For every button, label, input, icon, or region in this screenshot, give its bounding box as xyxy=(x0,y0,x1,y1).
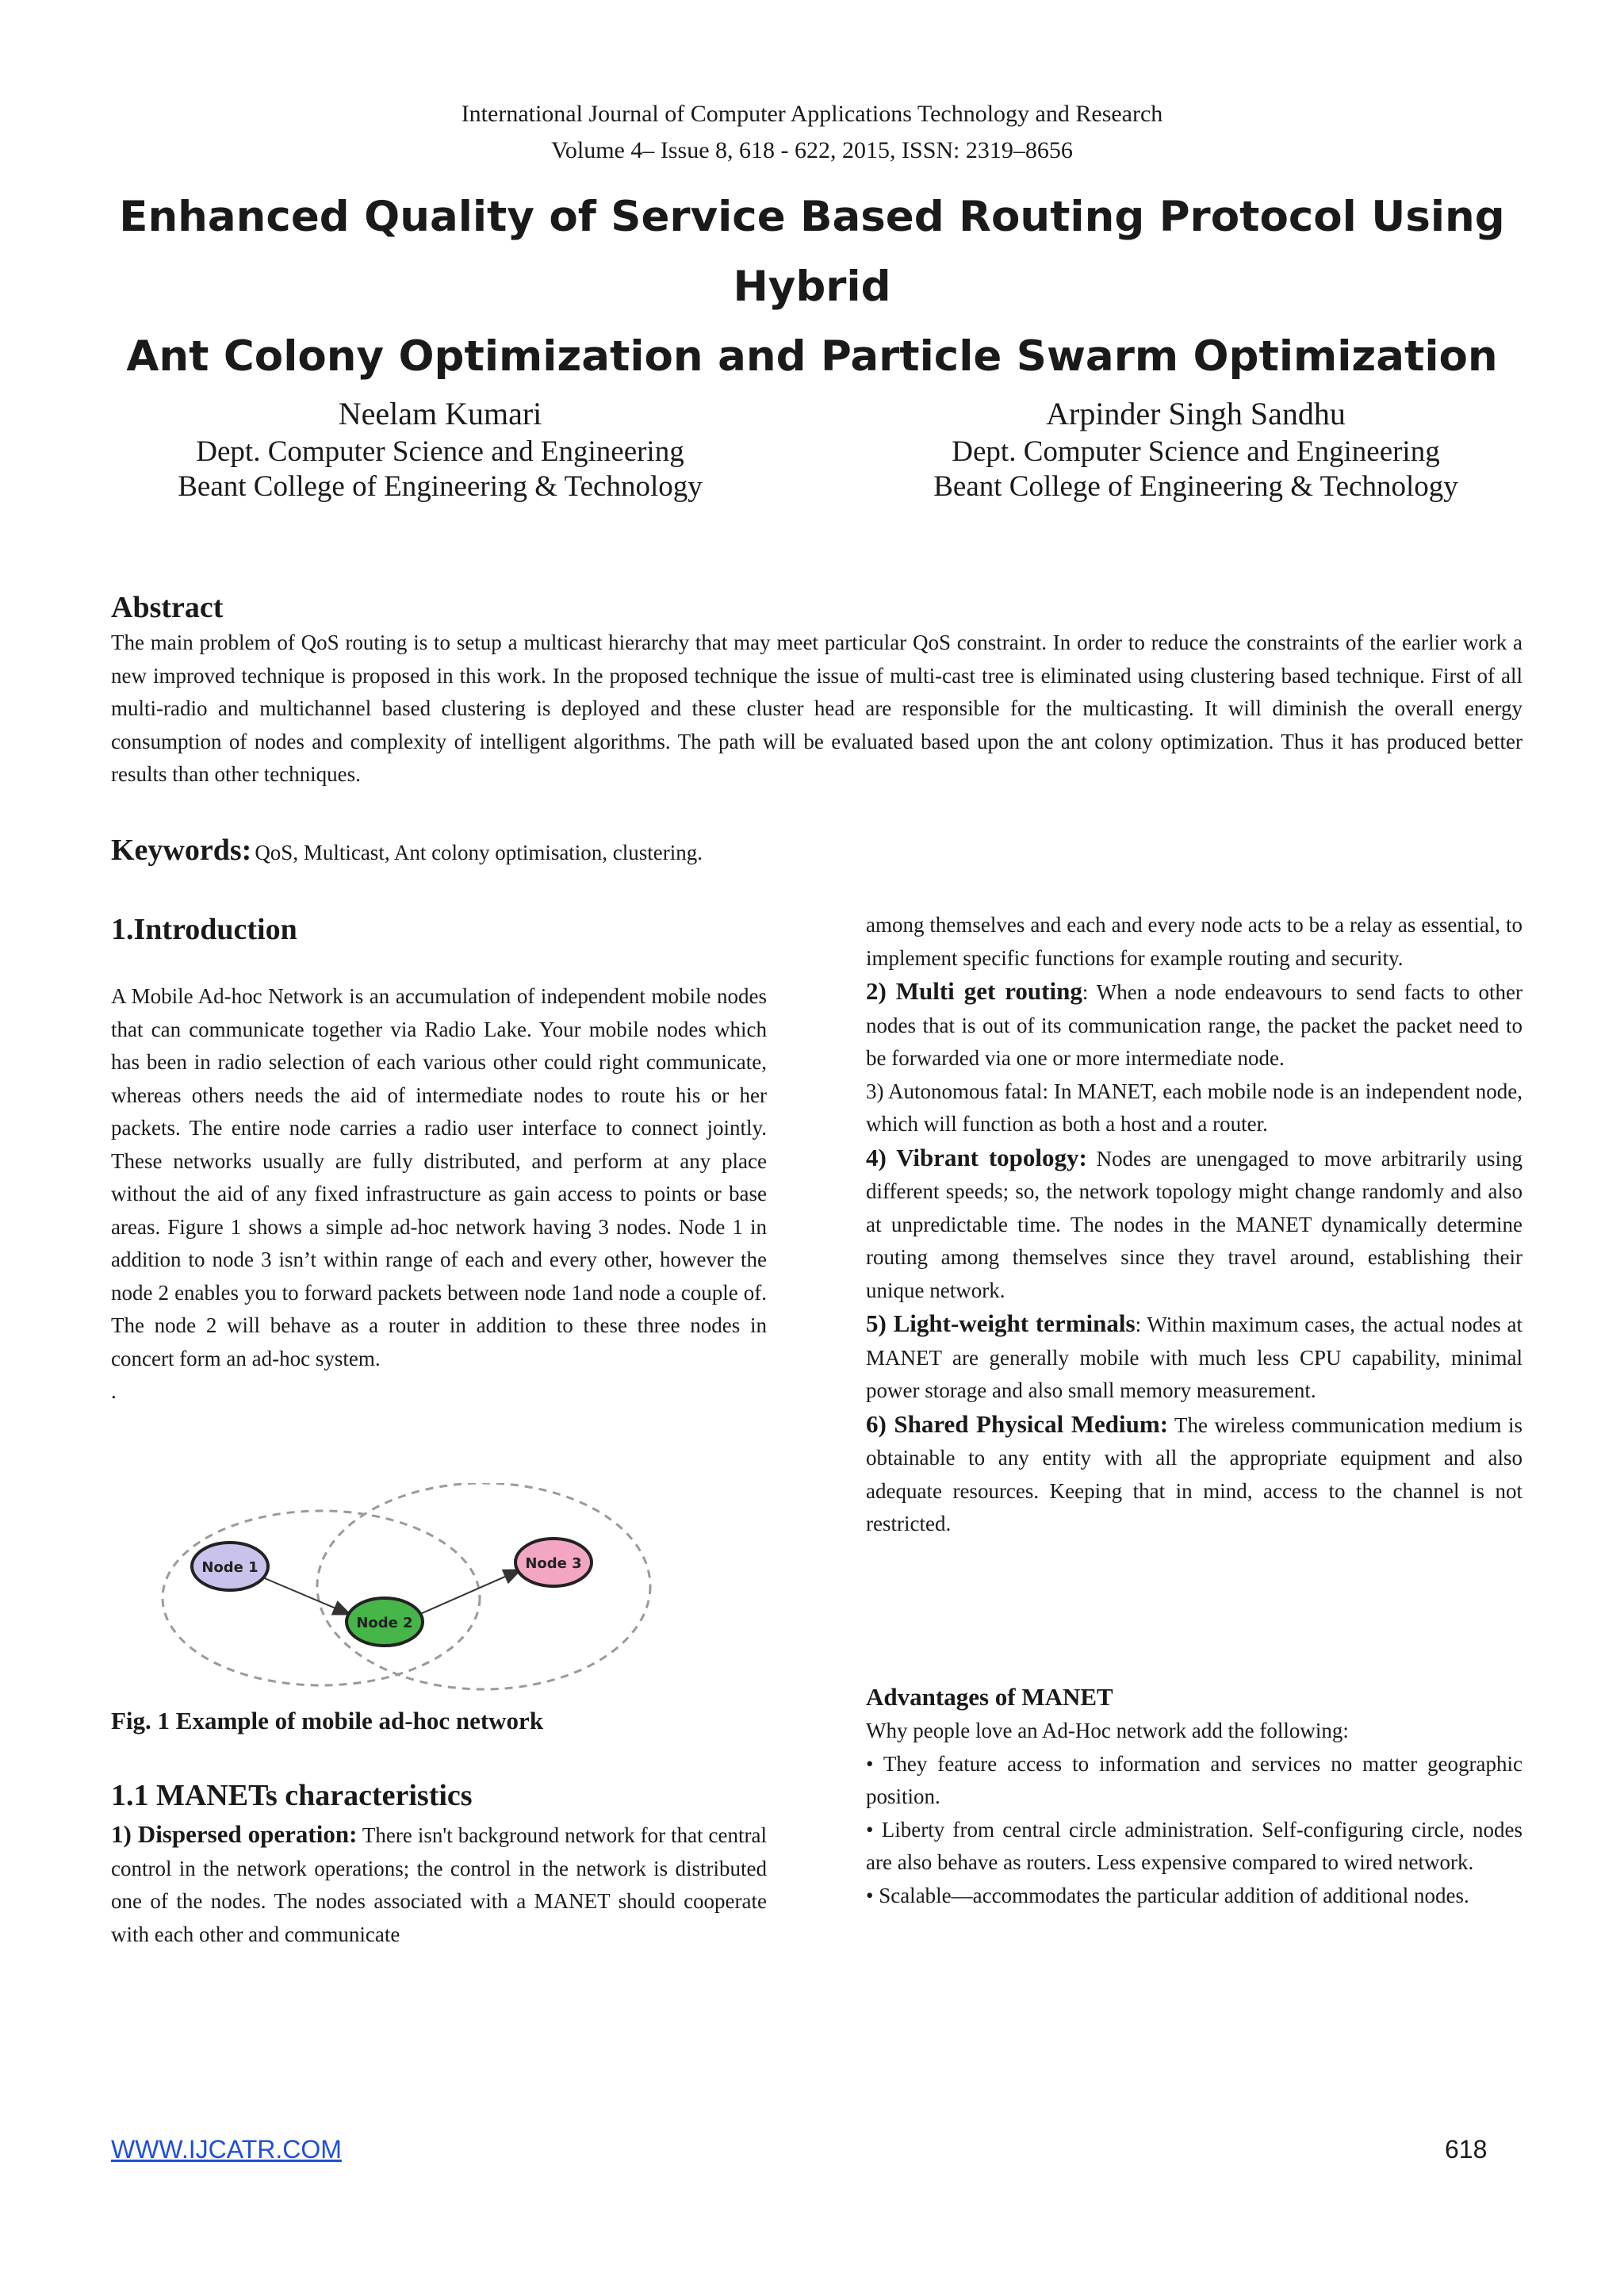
author-dept: Dept. Computer Science and Engineering xyxy=(952,435,1440,468)
introduction-heading: 1.Introduction xyxy=(111,913,297,946)
author-college: Beant College of Engineering & Technology xyxy=(933,470,1458,503)
characteristic-2 xyxy=(866,975,1522,1075)
abstract-text: The main problem of QoS routing is to setup a multicast hierarchy that may meet particular QoS constraint. In order to reduce the constraints of the earlier work a new improved technique is proposed in this work. In the proposed technique the issue of multi-cast tree is eliminated using clustering based technique. First of all multi-radio and multichannel based clustering is deployed and these cluster head are responsible for the multicasting. It will diminish the overall energy consumption of nodes and complexity of intelligent algorithms. The path will be evaluated based upon the ant colony optimization. Thus it has produced better results than other techniques. xyxy=(111,631,1522,786)
characteristic-5-lead: 5) Light-weight terminals xyxy=(866,1309,1136,1337)
node-3 xyxy=(515,1539,592,1586)
advantage-item: • They feature access to information and services no matter geographic position. xyxy=(866,1751,1522,1808)
characteristic-5-text: : Within maximum cases, the actual nodes at MANET are generally mobile with much less CPU capability, minimal power storage and also small memory measurement. xyxy=(866,1313,1522,1402)
characteristic-2-lead: 2) Multi get routing xyxy=(866,977,1082,1005)
characteristic-2-text: : When a node endeavours to send facts to other nodes that is out of its communication range, the packet the packet need to be forwarded via one or more intermediate node. xyxy=(866,980,1522,1070)
author-block-2 xyxy=(894,397,1497,504)
advantage-item: • Scalable—accommodates the particular addition of additional nodes. xyxy=(866,1883,1469,1907)
node-2-label: Node 2 xyxy=(356,1615,413,1631)
paper-title-line1: Enhanced Quality of Service Based Routing Protocol Using Hybrid xyxy=(119,193,1505,311)
node-1-label: Node 1 xyxy=(201,1559,259,1576)
advantages-intro: Why people love an Ad-Hoc network add the following: xyxy=(866,1719,1349,1742)
advantages-heading: Advantages of MANET xyxy=(866,1683,1113,1711)
abstract-section xyxy=(111,588,1522,792)
advantage-item: • Liberty from central circle administration. Self-configuring circle, nodes are also behave as routers. Less expensive compared to wired network. xyxy=(866,1817,1522,1874)
introduction-text: A Mobile Ad-hoc Network is an accumulation of independent mobile nodes that can communicate together via Radio Lake. Your mobile nodes which has been in radio selection of each various other could right communicate, whereas others needs the aid of intermediate nodes to route his or her packets. The entire node carries a radio user interface to connect jointly. These networks usually are fully distributed, and perform at any place without the aid of any fixed infrastructure as gain access to points or base areas. Figure 1 shows a simple ad-hoc network having 3 nodes. Node 1 in addition to node 3 isn’t within range of each and every other, however the node 2 enables you to forward packets between node 1and node a couple of. The node 2 will behave as a router in addition to these three nodes in concert form an ad-hoc system. xyxy=(111,984,767,1370)
adhoc-network-diagram xyxy=(151,1483,690,1697)
characteristic-1-text: There isn't background network for that central control in the network operations; the control in the network is distributed one of the nodes. The nodes associated with a MANET should cooperate with each other and communicate xyxy=(111,1823,767,1946)
author-name: Neelam Kumari xyxy=(338,396,542,431)
keywords-text: QoS, Multicast, Ant colony optimisation, clustering. xyxy=(255,841,703,864)
keywords-section xyxy=(111,833,1522,868)
journal-website-link[interactable]: WWW.IJCATR.COM xyxy=(111,2135,342,2164)
journal-volume-issue: Volume 4– Issue 8, 618 - 622, 2015, ISSN: 2319–8656 xyxy=(551,137,1073,163)
author-dept: Dept. Computer Science and Engineering xyxy=(196,435,684,468)
keywords-label: Keywords: xyxy=(111,834,252,867)
stray-dot: . xyxy=(111,1379,117,1403)
node-1 xyxy=(192,1543,268,1590)
journal-name: International Journal of Computer Applications Technology and Research xyxy=(461,101,1163,127)
author-block-1 xyxy=(139,397,741,504)
characteristics-section xyxy=(111,1777,767,1951)
author-name: Arpinder Singh Sandhu xyxy=(1046,396,1346,431)
characteristics-heading: 1.1 MANETs characteristics xyxy=(111,1779,473,1812)
characteristic-1-continued: among themselves and each and every node acts to be a relay as essential, to implement specific functions for example routing and security. xyxy=(866,913,1522,970)
introduction-section xyxy=(111,910,767,1409)
characteristic-4-text: Nodes are unengaged to move arbitrarily using different speeds; so, the network topology might change randomly and also at unpredictable time. The nodes in the MANET dynamically determine routing among themselves since they travel around, establishing their unique network. xyxy=(866,1146,1522,1302)
characteristic-5 xyxy=(866,1307,1522,1408)
page-number: 618 xyxy=(1445,2135,1488,2164)
characteristic-4 xyxy=(866,1141,1522,1308)
characteristic-4-lead: 4) Vibrant topology: xyxy=(866,1143,1087,1171)
figure-1 xyxy=(151,1483,690,1697)
characteristic-1 xyxy=(111,1818,767,1951)
node-2 xyxy=(347,1598,423,1646)
characteristic-1-lead: 1) Dispersed operation: xyxy=(111,1820,358,1848)
paper-title-line2: Ant Colony Optimization and Particle Swarm Optimization xyxy=(126,332,1498,381)
link-node2-node3 xyxy=(420,1570,519,1614)
right-column xyxy=(866,909,1522,1541)
figure-1-caption: Fig. 1 Example of mobile ad-hoc network xyxy=(111,1707,544,1734)
characteristic-6-text: The wireless communication medium is obtainable to any entity with all the appropriate equipment and also adequate resources. Keeping that in mind, access to the channel is not restricted. xyxy=(866,1412,1522,1535)
paper-title xyxy=(79,182,1545,392)
node-3-label: Node 3 xyxy=(525,1555,582,1572)
range-circle-left xyxy=(163,1511,480,1685)
characteristic-6 xyxy=(866,1408,1522,1541)
abstract-heading: Abstract xyxy=(111,591,224,624)
characteristic-3: 3) Autonomous fatal: In MANET, each mobile node is an independent node, which will function as both a host and a router. xyxy=(866,1079,1522,1136)
characteristic-6-lead: 6) Shared Physical Medium: xyxy=(866,1409,1169,1438)
advantages-section xyxy=(866,1680,1522,1912)
author-college: Beant College of Engineering & Technology xyxy=(178,470,703,503)
